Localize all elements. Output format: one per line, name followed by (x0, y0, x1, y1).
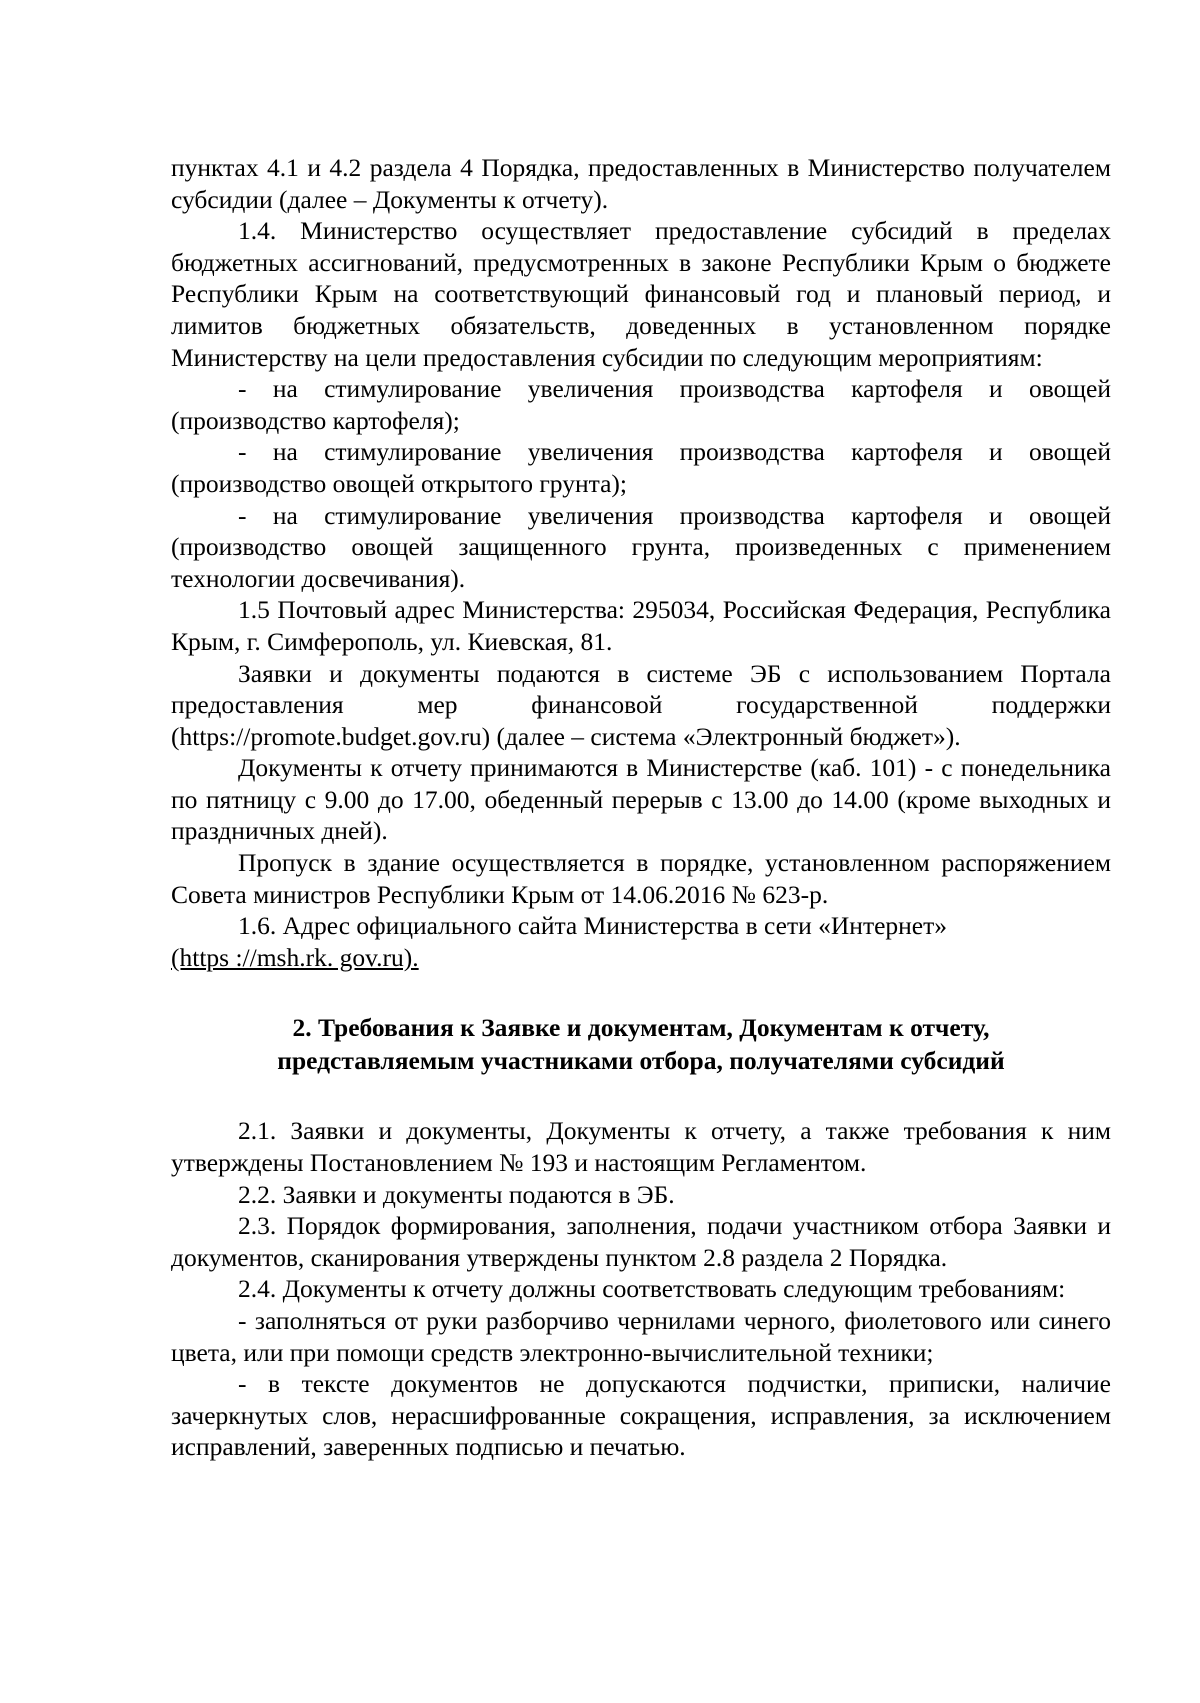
section-2-heading-line-1: 2. Требования к Заявке и документам, Документам к отчету, (292, 1013, 990, 1043)
paragraph-intro: пунктах 4.1 и 4.2 раздела 4 Порядка, предоставленных в Министерство получателем субсидии (далее – Документы к отчету). (171, 153, 1111, 214)
list-item-open-ground: - на стимулирование увеличения производства картофеля и овощей (производство овощей открытого грунта); (171, 437, 1111, 498)
paragraph-2-2: 2.2. Заявки и документы подаются в ЭБ. (238, 1179, 675, 1209)
list-item-potato: - на стимулирование увеличения производства картофеля и овощей (производство картофеля); (171, 374, 1111, 435)
site-link[interactable]: (https ://msh.rk. gov.ru). (171, 942, 419, 972)
list-item-no-corrections: - в тексте документов не допускаются подчистки, приписки, наличие зачеркнутых слов, нерасшифрованные сокращения, исправления, за исключением исправлений, заверенных подписью и печатью. (171, 1369, 1111, 1462)
paragraph-applications: Заявки и документы подаются в системе ЭБ с использованием Портала предоставления мер финансовой государственной поддержки (https://promote.budget.gov.ru) (далее – система «Электронный бюджет»). (171, 658, 1111, 751)
site-link-line (171, 942, 1111, 974)
paragraph-pass: Пропуск в здание осуществляется в порядке, установленном распоряжением Совета министров Республики Крым от 14.06.2016 № 623-р. (171, 848, 1111, 909)
paragraph-reports: Документы к отчету принимаются в Министерстве (каб. 101) - с понедельника по пятницу с 9.00 до 17.00, обеденный перерыв с 13.00 до 14.00 (кроме выходных и праздничных дней). (171, 753, 1111, 846)
section-2-heading-line-2: представляемым участниками отбора, получателями субсидий (277, 1046, 1005, 1076)
paragraph-1-4: 1.4. Министерство осуществляет предоставление субсидий в пределах бюджетных ассигнований, предусмотренных в законе Республики Крым о бюджете Республики Крым на соответствующий финансовый год и плановый период, и лимитов бюджетных обязательств, доведенных в установленном порядке Министерству на цели предоставления субсидии по следующим мероприятиям: (171, 216, 1111, 372)
paragraph-1-5: 1.5 Почтовый адрес Министерства: 295034, Российская Федерация, Республика Крым, г. Симферополь, ул. Киевская, 81. (171, 595, 1111, 656)
section-2-heading (171, 1011, 1111, 1077)
document-body (171, 152, 1111, 1463)
paragraph-2-4: 2.4. Документы к отчету должны соответствовать следующим требованиям: (238, 1274, 1066, 1304)
list-item-fill-method: - заполняться от руки разборчиво чернилами черного, фиолетового или синего цвета, или при помощи средств электронно-вычислительной техники; (171, 1306, 1111, 1367)
paragraph-2-3: 2.3. Порядок формирования, заполнения, подачи участником отбора Заявки и документов, сканирования утверждены пунктом 2.8 раздела 2 Порядка. (171, 1211, 1111, 1272)
paragraph-1-6: 1.6. Адрес официального сайта Министерства в сети «Интернет» (238, 911, 948, 941)
list-item-protected-ground: - на стимулирование увеличения производства картофеля и овощей (производство овощей защищенного грунта, произведенных с применением технологии досвечивания). (171, 500, 1111, 593)
paragraph-2-1: 2.1. Заявки и документы, Документы к отчету, а также требования к ним утверждены Постановлением № 193 и настоящим Регламентом. (171, 1116, 1111, 1178)
